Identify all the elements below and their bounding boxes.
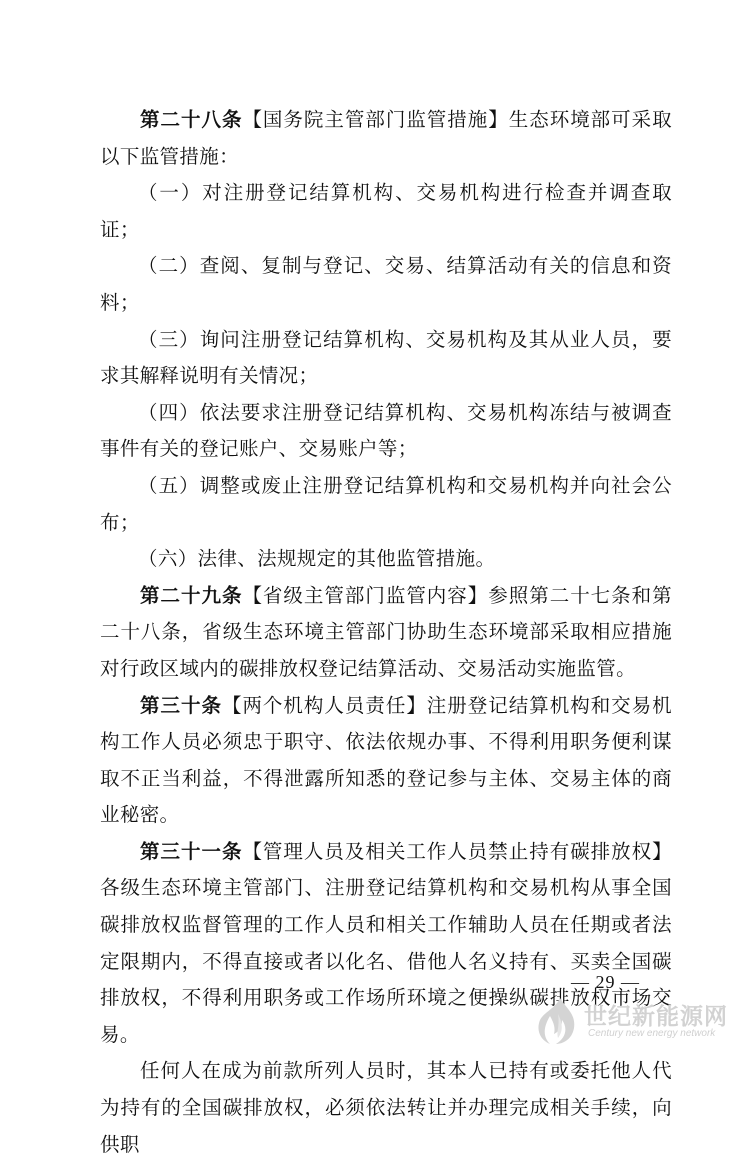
paragraph-text: 【省级主管部门监管内容】参照第二十七条和第二十八条，省级生态环境主管部门协助生态环境部采取相应措施对行政区域内的碳排放权登记结算活动、交易活动实施监管。: [100, 583, 672, 680]
paragraph-text: （一）对注册登记结算机构、交易机构进行检查并调查取证；: [100, 181, 672, 241]
page-number: — 29 —: [571, 972, 640, 992]
paragraph: [100, 395, 672, 468]
paragraph-text: （五）调整或废止注册登记结算机构和交易机构并向社会公布；: [100, 473, 672, 534]
paragraph-text: 【国务院主管部门监管措施】生态环境部可采取以下监管措施：: [100, 108, 672, 168]
paragraph: [100, 468, 672, 541]
paragraph-text: （六）法律、法规规定的其他监管措施。: [138, 547, 496, 571]
watermark: [536, 996, 740, 1046]
paragraph: [100, 248, 672, 321]
paragraph: [100, 1053, 672, 1163]
paragraph: [100, 102, 672, 175]
paragraph-text: （四）依法要求注册登记结算机构、交易机构冻结与被调查事件有关的登记账户、交易账户等；: [100, 400, 672, 461]
paragraph-text: 任何人在成为前款所列人员时，其本人已持有或委托他人代为持有的全国碳排放权，必须依法转让并办理完成相关手续，向供职: [100, 1059, 672, 1156]
watermark-name-cn: 世纪新能源网: [584, 1004, 728, 1030]
article-heading: 第三十条: [140, 693, 222, 717]
article-heading: 第二十九条: [140, 583, 243, 607]
paragraph-text: （二）查阅、复制与登记、交易、结算活动有关的信息和资料；: [100, 254, 672, 314]
paragraph: [100, 578, 672, 688]
watermark-name-en: Century new energy network: [588, 1028, 716, 1039]
paragraph-text: （三）询问注册登记结算机构、交易机构及其从业人员，要求其解释说明有关情况；: [100, 327, 672, 388]
flame-logo-icon: [536, 996, 582, 1046]
paragraph: [100, 175, 672, 248]
article-heading: 第三十一条: [140, 839, 243, 863]
article-heading: 第二十八条: [140, 108, 243, 131]
paragraph: [100, 688, 672, 834]
paragraph: [100, 541, 672, 578]
paragraph-text: 【两个机构人员责任】注册登记结算机构和交易机构工作人员必须忠于职守、依法依规办事、不得利用职务便利谋取不正当利益，不得泄露所知悉的登记参与主体、交易主体的商业秘密。: [100, 693, 673, 827]
paragraph-text: 【管理人员及相关工作人员禁止持有碳排放权】各级生态环境主管部门、注册登记结算机构和交易机构从事全国碳排放权监督管理的工作人员和相关工作辅助人员在任期或者法定限期内，不得直接或者以化名、借他人名义持有、买卖全国碳排放权，不得利用职务或工作场所环境之便操纵碳排放权市场交易。: [100, 839, 672, 1046]
paragraph: [100, 322, 672, 395]
